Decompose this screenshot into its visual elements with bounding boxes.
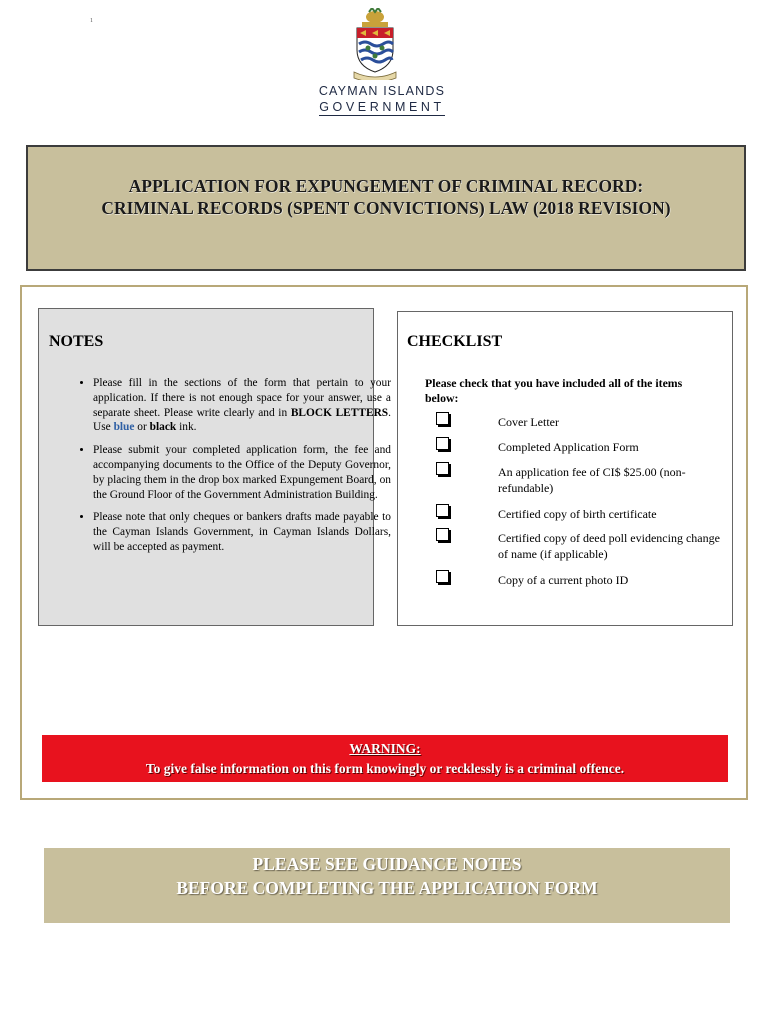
warning-text: To give false information on this form knowingly or recklessly is a criminal offence. bbox=[145, 761, 625, 776]
form-title-line2: CRIMINAL RECORDS (SPENT CONVICTIONS) LAW (2018 REVISION) bbox=[101, 198, 671, 218]
checkbox[interactable] bbox=[436, 504, 449, 517]
gov-name-line2: GOVERNMENT bbox=[319, 100, 445, 114]
checkbox[interactable] bbox=[436, 412, 449, 425]
form-title-line1: APPLICATION FOR EXPUNGEMENT OF CRIMINAL RECORD: bbox=[128, 176, 644, 196]
blue-ink-text: blue bbox=[113, 421, 135, 434]
guidance-line1: PLEASE SEE GUIDANCE NOTES bbox=[252, 854, 522, 874]
gov-name-line1: CAYMAN ISLANDS bbox=[318, 84, 446, 98]
notes-item: • Please submit your completed application form, the fee and accompanying documents to the Office of the Deputy Governor, by placing them in the drop box marked Expungement Board, on the Ground Floor of the Government Administration Building. bbox=[93, 443, 391, 502]
form-title bbox=[28, 175, 744, 219]
checklist-item-label: Completed Application Form bbox=[498, 440, 639, 454]
checklist-item-label: Certified copy of deed poll evidencing change of name (if applicable) bbox=[498, 531, 720, 561]
guidance-banner bbox=[44, 848, 730, 923]
checkbox[interactable] bbox=[436, 570, 449, 583]
government-wordmark bbox=[300, 84, 464, 116]
checklist-intro: Please check that you have included all of the items below: bbox=[425, 376, 683, 405]
checkbox[interactable] bbox=[436, 437, 449, 450]
notes-item: • Please note that only cheques or bankers drafts made payable to the Cayman Islands Government, in Cayman Islands Dollars, will be accepted as payment. bbox=[93, 510, 391, 554]
checklist-item-label: Copy of a current photo ID bbox=[498, 573, 629, 587]
notes-item-text: or bbox=[134, 421, 150, 434]
checkbox[interactable] bbox=[436, 462, 449, 475]
checklist-item-label: Certified copy of birth certificate bbox=[498, 507, 657, 521]
warning-banner bbox=[42, 735, 728, 782]
checklist-item-label: Cover Letter bbox=[498, 415, 559, 429]
notes-panel bbox=[38, 308, 391, 626]
warning-title: WARNING: bbox=[349, 741, 421, 756]
block-letters-text: BLOCK LETTERS bbox=[290, 406, 389, 419]
notes-item-text: Please fill in the sections of the form that pertain to your application. If there is not enough space for your answer, use a separate sheet. Please write clearly and in bbox=[93, 377, 391, 419]
form-title-banner bbox=[26, 145, 746, 271]
page-mark: 1 bbox=[90, 18, 93, 24]
notes-item-text: . Use bbox=[93, 406, 391, 434]
black-ink-text: black bbox=[149, 421, 177, 434]
coat-of-arms-logo bbox=[352, 8, 398, 80]
notes-item-text: ink. bbox=[176, 421, 197, 434]
notes-list bbox=[67, 376, 391, 563]
notes-heading: NOTES bbox=[49, 333, 104, 350]
notes-item bbox=[93, 376, 391, 435]
checklist-item-label: An application fee of CI$ $25.00 (non-refundable) bbox=[498, 465, 686, 495]
checkbox[interactable] bbox=[436, 528, 449, 541]
checklist-heading: CHECKLIST bbox=[407, 333, 503, 350]
guidance-line2: BEFORE COMPLETING THE APPLICATION FORM bbox=[176, 878, 598, 898]
checklist-panel bbox=[397, 311, 733, 626]
